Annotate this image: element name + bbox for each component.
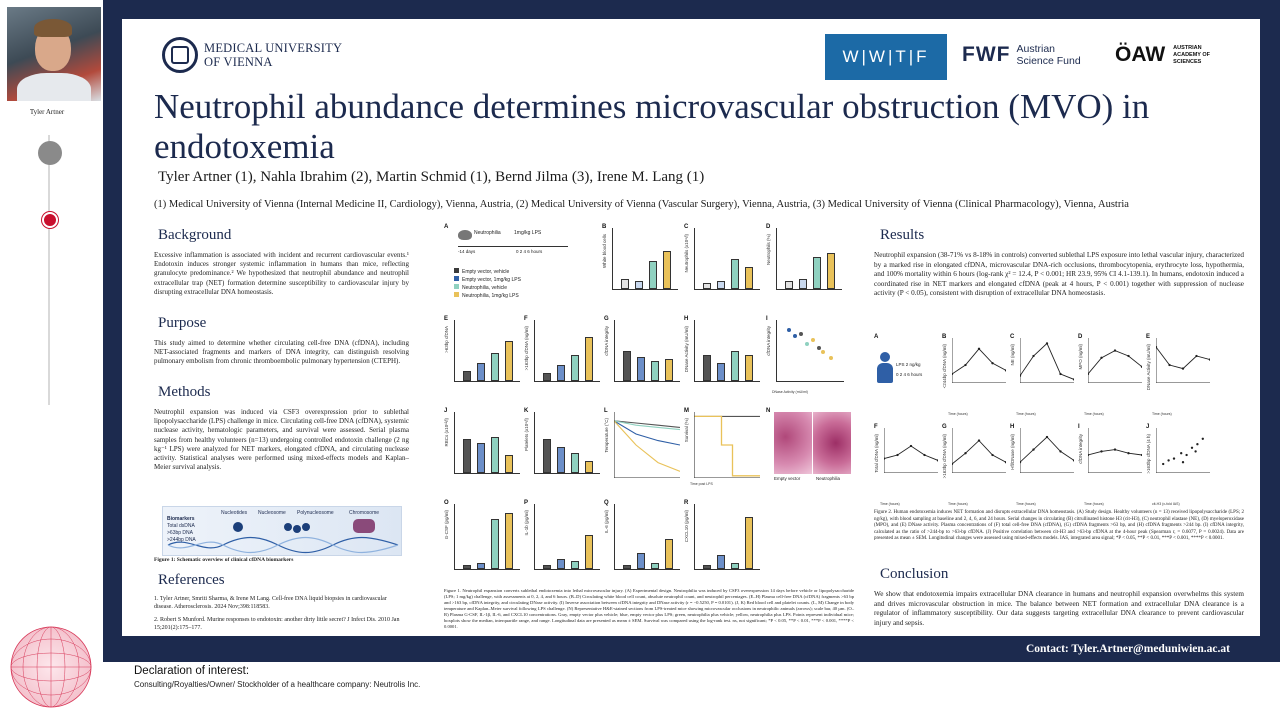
panel-ylabel: DNase Activity (mU/ml) [684, 326, 689, 373]
fig2-panel [1078, 334, 1144, 418]
purpose-text: This study aimed to determine whether circulating cell-free DNA (cfDNA), including NET-associated fragments and markers of DNA integrity, can distinguish resolving pulmonary embolism from chronic thromboembolic pulmonary hypertension (CTEPH). [154, 339, 409, 366]
mean-point [923, 454, 925, 456]
scatter-point [1194, 450, 1196, 452]
fig1-panel-o [444, 500, 522, 584]
presenter-shirt [17, 73, 91, 101]
declaration-title: Declaration of interest: [134, 665, 250, 677]
panel-letter: Q [604, 500, 609, 506]
reference-item: 1. Tyler Artner, Smriti Sharma, & Irene M Lang. Cell-free DNA liquid biopsies in cardiovascular disease. Atherosclerosis. 2024 Nov;398:118583. [154, 596, 387, 610]
mean-point [910, 445, 912, 447]
panel-plot [1156, 428, 1210, 473]
panel-letter: R [684, 500, 689, 506]
histology-image-empty-vector [774, 412, 812, 474]
schematic-caption: Figure 1: Schematic overview of clinical cfDNA biomarkers [154, 557, 294, 563]
panel-ylabel: >63bp cfDNA [444, 326, 449, 353]
cfdna-schematic [162, 506, 402, 556]
panel-plot [952, 338, 1006, 383]
panel-letter: G [942, 424, 947, 430]
mean-line [952, 349, 1006, 374]
poster-canvas [122, 19, 1260, 636]
panel-letter: A [444, 224, 449, 230]
scatter-point [1167, 459, 1169, 461]
panel-axes [534, 412, 600, 474]
panel-letter: B [942, 334, 947, 340]
panel-xlabel: Time (hours) [948, 502, 968, 506]
panel-ylabel: DNase Activity (mU/ml) [1146, 344, 1151, 391]
methods-heading: Methods [158, 384, 211, 400]
fwf-text-line2: Science Fund [1016, 55, 1081, 67]
legend-item-green: Neutrophilia, vehicle [454, 284, 521, 292]
panel-letter: E [1146, 334, 1151, 340]
oaw-text [1173, 45, 1210, 66]
panel-letter: O [444, 500, 449, 506]
panel-letter: P [524, 500, 529, 506]
presentation-record-indicator[interactable] [42, 212, 58, 228]
conclusion-text: We show that endotoxemia impairs extracellular DNA clearance in humans and neutrophil expansion overwhelms this system and drives microvascular obstruction in mice. The balance between NET formation and extracellular DNA clearance is a regulator of inflammatory susceptibility. Our data suggests targeting extracellular DNA clearance to prevent cardiovascular injury and sepsis. [874, 590, 1244, 627]
panel-letter: C [684, 224, 689, 230]
panel-ylabel: cfDNA integrity [766, 326, 771, 356]
mean-line [1156, 347, 1210, 369]
schematic-label-nucleotides: Nucleotides [221, 510, 248, 516]
legend-item-grey: Empty vector, vehicle [454, 268, 521, 276]
panel-axes [534, 504, 600, 570]
fig2-panel [1146, 334, 1212, 418]
mean-point [884, 457, 885, 459]
scatter-point [1182, 461, 1184, 463]
mean-point [1141, 454, 1142, 456]
panel-plot [1156, 338, 1210, 383]
presentation-progress-track [48, 135, 50, 405]
mean-point [964, 364, 966, 366]
globe-icon [6, 622, 96, 712]
fig1-panel-b [602, 224, 680, 304]
panel-letter: H [1010, 424, 1015, 430]
biomarker-total-dsdna: Total dsDNA [167, 523, 195, 529]
timeline-neutrophilia: Neutrophilia [474, 230, 501, 236]
mean-point [1114, 448, 1116, 450]
oaw-logo [1115, 43, 1210, 67]
panel-xlabel: Time (hours) [1152, 412, 1172, 416]
mean-point [978, 348, 980, 350]
mean-line [1020, 343, 1074, 379]
oaw-text-line1: AUSTRIAN [1173, 44, 1202, 51]
panel-ylabel: >163bp cfDNA (4 h) [1146, 434, 1151, 474]
panel-letter: E [444, 316, 449, 322]
fig2-panel [1010, 424, 1076, 508]
figure-1-caption: Figure 1. Neutrophil expansion converts sublethal endotoxemia into lethal microvascular injury. (A) Experimental design. Neutrophilia was induced by CSF3 overexpression 14 days before vehicle or lipopolysaccharide (LPS; 1 mg/kg) challenge, with assessments at 0, 2, 4, and 6 hours. (B–D) Circulating white blood cell count, absolute neutrophil count, and neutrophil percentages. (E–H) Plasma cell-free DNA (cfDNA) fragments >63 bp and >163 bp, cfDNA integrity, and circulating DNase activity. (I) Inverse association between cfDNA integrity and DNase activity (r = −0.5250, P = 0.0101). (J, K) Red blood cell and platelet counts. (L, M) Change in body temperature and Kaplan–Meier survival following LPS challenge. (N) Representative H&E-stained sections from LPS-treated mice showing microvascular occlusions in neutrophilic animals (arrows); scale bar, 40 µm. (O–R) Plasma G-CSF, IL-1β, IL-6, and CXCL10 concentrations. Gray, empty vector plus vehicle; blue, empty vector plus LPS; green, neutrophilia plus vehicle; yellow, neutrophilia plus LPS. Points represent individual mice; boxplots show the median, interquartile range, and range. Longitudinal data are presented as mean ± SEM. Survival was compared using the log-rank test. ns, not significant; *P < 0.05, **P < 0.01, ***P < 0.001, ****P < 0.0001. [444, 588, 854, 629]
fwf-mark: FWF [962, 43, 1011, 66]
legend-item-blue: Empty vector, 1mg/kg LPS [454, 276, 521, 284]
mean-point [896, 454, 898, 456]
panel-ylabel: Platelets (x10⁹/l) [524, 418, 529, 451]
fig2-panel [1078, 424, 1144, 508]
panel-axes [454, 504, 520, 570]
panel-ylabel: >163bp cfDNA (ng/ml) [942, 434, 947, 479]
panel-ylabel: Survival (%) [684, 418, 689, 443]
oaw-mark: ÖAW [1115, 43, 1166, 66]
survival-curves [694, 412, 760, 478]
panel-xlabel: DNase Activity (mU/ml) [772, 390, 808, 394]
university-name [204, 41, 342, 69]
oaw-text-line3: SCIENCES [1173, 58, 1202, 65]
panel-letter: G [604, 316, 609, 322]
panel-plot [1088, 428, 1142, 473]
mean-line [884, 446, 938, 460]
panel-ylabel: cfDNA integrity [604, 326, 609, 356]
panel-axes [534, 320, 600, 382]
panel-xlabel: Time (hours) [1084, 412, 1104, 416]
panel-axes [614, 504, 680, 570]
scatter-point [1185, 454, 1187, 456]
fig2-panel [942, 424, 1008, 508]
panel-axes [694, 504, 760, 570]
panel-ylabel: Temperature (°C) [604, 418, 609, 453]
panel-ylabel: >163bp cfDNA (ng/ml) [524, 326, 529, 371]
figure-1 [444, 224, 854, 584]
fig1-panel-g [604, 316, 682, 396]
timeline-lps: 1mg/kg LPS [514, 230, 542, 236]
panel-letter: D [766, 224, 771, 230]
panel-letter: A [874, 334, 879, 340]
fig1-panel-c [684, 224, 762, 304]
declaration-of-interest [134, 665, 734, 689]
reference-item: 2. Robert S Munford. Murine responses to endotoxin: another dirty little secret? J Infect Dis. 2010 Jan 15;201(2):175–177. [154, 617, 400, 631]
panel-axes [776, 228, 842, 290]
fig2-lps-label: LPS 2 ng/kg [896, 362, 921, 367]
purpose-heading: Purpose [158, 315, 207, 331]
mean-point [1127, 452, 1129, 454]
presenter-sidebar [0, 0, 103, 720]
mean-point [1032, 355, 1034, 357]
panel-axes [776, 320, 844, 382]
mean-line [952, 441, 1006, 464]
fig1-panel-l [604, 408, 682, 488]
mean-point [1127, 355, 1129, 357]
results-text: Neutrophil expansion (38-71% vs 8-18% in controls) converted sublethal LPS exposure into lethal vascular injury, characterized by a marked rise in elongated cfDNA, microvascular DNA-rich occlusions, thrombocytopenia, erythrocyte loss, hypothermia, and 100% mortality within 6 hours (log-rank χ² = 12.4, P < 0.001; HR 23.9, 95% CI 4.1-139.1). In humans, endotoxin induced a coordinated rise in NET markers and elongated cfDNA (peak at 4 hours, P < 0.001) together with suppression of nuclease activity (P < 0.05), consistent with disruption of extracellular DNA homeostasis. [874, 251, 1244, 298]
mean-line [1088, 351, 1142, 374]
mean-point [1100, 450, 1102, 452]
panel-plot [952, 428, 1006, 473]
mean-point [1114, 349, 1116, 351]
panel-xlabel: Time (hours) [1016, 412, 1036, 416]
panel-xlabel: Time (hours) [880, 502, 900, 506]
biomarkers-title: Biomarkers [167, 516, 195, 522]
panel-letter: M [684, 408, 689, 414]
poster-authors: Tyler Artner (1), Nahla Ibrahim (2), Martin Schmid (1), Bernd Jilma (3), Irene M. Lang (1) [158, 169, 705, 185]
mean-point [964, 452, 966, 454]
panel-letter: J [444, 408, 448, 414]
fig1-panel-i [766, 316, 846, 396]
panel-ylabel: IL-6 (pg/ml) [604, 510, 609, 534]
results-heading: Results [880, 227, 925, 243]
panel-letter: F [524, 316, 528, 322]
panel-ylabel: White blood cells [602, 234, 607, 269]
panel-letter: L [604, 408, 608, 414]
fwf-logo [962, 43, 1081, 67]
panel-ylabel: RBCs (x10¹²/l) [444, 418, 449, 447]
scatter-point [1173, 457, 1175, 459]
panel-letter: H [684, 316, 689, 322]
fig1-panel-n [766, 408, 852, 488]
mean-point [1032, 448, 1034, 450]
fig2-panel [1010, 334, 1076, 418]
panel-ylabel: Neutrophils (%) [766, 234, 771, 266]
panel-letter: B [602, 224, 607, 230]
scatter-point [1191, 447, 1193, 449]
fig1-panel-p [524, 500, 602, 584]
mean-point [1059, 373, 1061, 375]
panel-xlabel: Time (hours) [948, 412, 968, 416]
panel-axes [454, 320, 520, 382]
panel-axes [612, 228, 678, 290]
mean-point [1182, 367, 1184, 369]
mean-point [1046, 436, 1048, 438]
references-heading: References [158, 572, 225, 588]
fig2-panel [942, 334, 1008, 418]
fig1-panel-q [604, 500, 682, 584]
mean-point [1209, 358, 1210, 360]
biomarker-244bp: >244bp DNA [167, 537, 196, 543]
scatter-point [1162, 463, 1164, 465]
schematic-label-polynucleosome: Polynucleosome [297, 510, 334, 516]
panel-plot [884, 428, 938, 473]
fig1-legend [454, 268, 521, 300]
fig1-panel-k [524, 408, 602, 488]
poster-affiliations: (1) Medical University of Vienna (Internal Medicine II, Cardiology), Vienna, Austria, (2) Medical University of Vienna (Vascular Surgery), Vienna, Austria, (3) Medical University of Vienna (Clinical Pharmacology), Vienna, Austria [154, 199, 1129, 210]
fig2-panel [1146, 424, 1212, 508]
university-name-line1: MEDICAL UNIVERSITY [204, 41, 343, 55]
scatter-point [1202, 438, 1204, 440]
university-logo [162, 37, 342, 73]
presenter-name: Tyler Artner [29, 108, 65, 116]
panel-ylabel: CXCL10 (pg/ml) [684, 510, 689, 543]
conclusion-heading: Conclusion [880, 566, 949, 582]
panel-letter: D [1078, 334, 1083, 340]
mean-point [1059, 450, 1061, 452]
panel-plot [1020, 428, 1074, 473]
oaw-text-line2: ACADEMY OF [1173, 51, 1211, 58]
temperature-lines [614, 412, 680, 478]
timeline-hours: 0 2 4 6 hours [516, 249, 543, 254]
histology-image-neutrophilia [813, 412, 851, 474]
fig1-panel-r [684, 500, 762, 584]
contact-email[interactable]: Contact: Tyler.Artner@meduniwien.ac.at [1025, 643, 1230, 655]
mean-point [1195, 355, 1197, 357]
mean-point [991, 454, 993, 456]
panel-ylabel: NE (ng/ml) [1010, 344, 1015, 366]
panel-axes [454, 412, 520, 474]
panel-letter: I [766, 316, 768, 322]
panel-ylabel: IL-1b (pg/ml) [524, 510, 529, 536]
fig1-panel-j [444, 408, 522, 488]
fig2-timeline: 0 2 4 6 hours [896, 372, 923, 377]
panel-plot [1020, 338, 1074, 383]
presenter-video-thumbnail [7, 7, 101, 101]
panel-ylabel: Hfl/DNase (ng/ml) [1010, 434, 1015, 470]
figure-2 [874, 334, 1244, 509]
university-seal-icon [162, 37, 198, 73]
panel-letter: N [766, 408, 771, 414]
panel-ylabel: Total cfDNA (ng/ml) [874, 434, 879, 473]
panel-letter: F [874, 424, 878, 430]
histology-label: Neutrophilia [816, 476, 841, 481]
panel-ylabel: MPO (ng/ml) [1078, 344, 1083, 370]
mean-point [1046, 342, 1048, 344]
background-text: Excessive inflammation is associated with incident and recurrent cardiovascular events.¹ Endotoxin induces stronger systemic inflammation in humans than mice, reflecting granulocyte predominance.² We hypothesized that neutrophil abundance and neutrophil extracellular trap (NET) formation determine susceptibility to cardiovascular injury by disrupting extracellular DNA homeostasis. [154, 251, 409, 296]
panel-ylabel: G-CSF (pg/ml) [444, 510, 449, 540]
scatter-point [1196, 443, 1198, 445]
panel-letter: J [1146, 424, 1150, 430]
legend-item-yellow: Neutrophilia, 1mg/kg LPS [454, 292, 521, 300]
panel-axes [614, 320, 680, 382]
mean-line [1020, 437, 1074, 462]
panel-xlabel: Time (hours) [1016, 502, 1036, 506]
scatter-point [1180, 452, 1182, 454]
mouse-icon [458, 230, 472, 240]
panel-xlabel: Time (hours) [1084, 502, 1104, 506]
fig1-panel-e [444, 316, 522, 396]
panel-letter: C [1010, 334, 1015, 340]
timeline-days: -14 days [458, 249, 476, 254]
fig1-panel-d [766, 224, 844, 304]
timeline-axis [458, 246, 568, 247]
fig1-panel-h [684, 316, 762, 396]
histology-label: Empty vector [774, 476, 801, 481]
mean-point [1168, 364, 1170, 366]
mean-point [1100, 357, 1102, 359]
presenter-hair [34, 19, 72, 37]
fig2-panel-a [874, 334, 938, 414]
schematic-label-chromosome: Chromosome [349, 510, 380, 516]
panel-letter: K [524, 408, 529, 414]
fig1-panel-f [524, 316, 602, 396]
panel-axes [694, 228, 760, 290]
university-name-line2: OF VIENNA [204, 55, 273, 69]
panel-xlabel: Time post LPS [690, 482, 713, 486]
fwf-text [1016, 43, 1080, 67]
mean-point [991, 362, 993, 364]
panel-letter: I [1078, 424, 1080, 430]
fig1-panel-a [444, 224, 594, 309]
figure-2-caption: Figure 2. Human endotoxemia induces NET formation and disrupts extracellular DNA homeostasis. (A) Study design. Healthy volunteers (n = 13) received lipopolysaccharide (LPS; 2 ng/kg), with blood sampling at baseline and 2, 4, 6, and 24 hours. Serial changes in circulating (B) citrullinated histone H3 (cit-H3), (C) neutrophil elastase (NE), (D) myeloperoxidase (MPO), and (E) DNase activity. Plasma concentrations of (F) total cell-free DNA (cfDNA), (G) cfDNA fragments >63 bp, and (H) cfDNA fragments >244 bp. (I) cfDNA integrity, calculated as the ratio of >244-bp to >63-bp cfDNA. (J) Positive correlation between cit-H3 and >63-bp cfDNA at the 4-hour peak (Spearman r, = 0.6077, P = 0.0024). Data are presented as mean ± SEM. Longitudinal changes were assessed using mixed-effects models. IAS, integrated area signal; *P < 0.05, **P < 0.01, ***P < 0.001, ****P < 0.0001. [874, 510, 1244, 541]
poster-frame [103, 0, 1280, 662]
volunteer-head-icon [880, 352, 890, 362]
panel-axes [694, 320, 760, 382]
panel-ylabel: <244bp cfDNA (ng/ml) [942, 344, 947, 389]
panel-ylabel: Neutrophils (x10⁹/l) [684, 234, 689, 273]
mean-point [1088, 454, 1089, 456]
mean-point [978, 439, 980, 441]
declaration-text: Consulting/Royalties/Owner/ Stockholder of a healthcare company: Neutrolis Inc. [134, 680, 421, 689]
fig1-panel-m [684, 408, 762, 488]
fig2-panel [874, 424, 940, 508]
wwtf-logo: W|W|T|F [825, 34, 947, 80]
panel-xlabel: cit-H3 (x-fold IAS) [1152, 502, 1180, 506]
schematic-label-nucleosome: Nucleosome [258, 510, 286, 516]
panel-plot [1088, 338, 1142, 383]
presentation-control-button[interactable] [38, 141, 62, 165]
biomarker-63bp: >63bp DNA [167, 530, 193, 536]
poster-title: Neutrophil abundance determines microvascular obstruction (MVO) in endotoxemia [154, 87, 1150, 166]
background-heading: Background [158, 227, 232, 243]
fwf-text-line1: Austrian [1016, 43, 1056, 55]
methods-text: Neutrophil expansion was induced via CSF3 overexpression prior to sublethal lipopolysaccharide (LPS) challenge in mice. Circulating cell-free DNA (cfDNA), systemic nuclease activity, hematologic parameters, and survival were assessed. Serial plasma samples from healthy volunteers (n=13) undergoing controlled endotoxin challenge (2 ng kg⁻¹ LPS) were analyzed for NET markers, elongated cfDNA, and circulating nuclease activity. Statistical analyses were performed using mixed-effects models and Kaplan–Meier survival analysis. [154, 408, 409, 472]
volunteer-body-icon [877, 363, 893, 383]
panel-ylabel: cfDNA integrity [1078, 434, 1083, 464]
